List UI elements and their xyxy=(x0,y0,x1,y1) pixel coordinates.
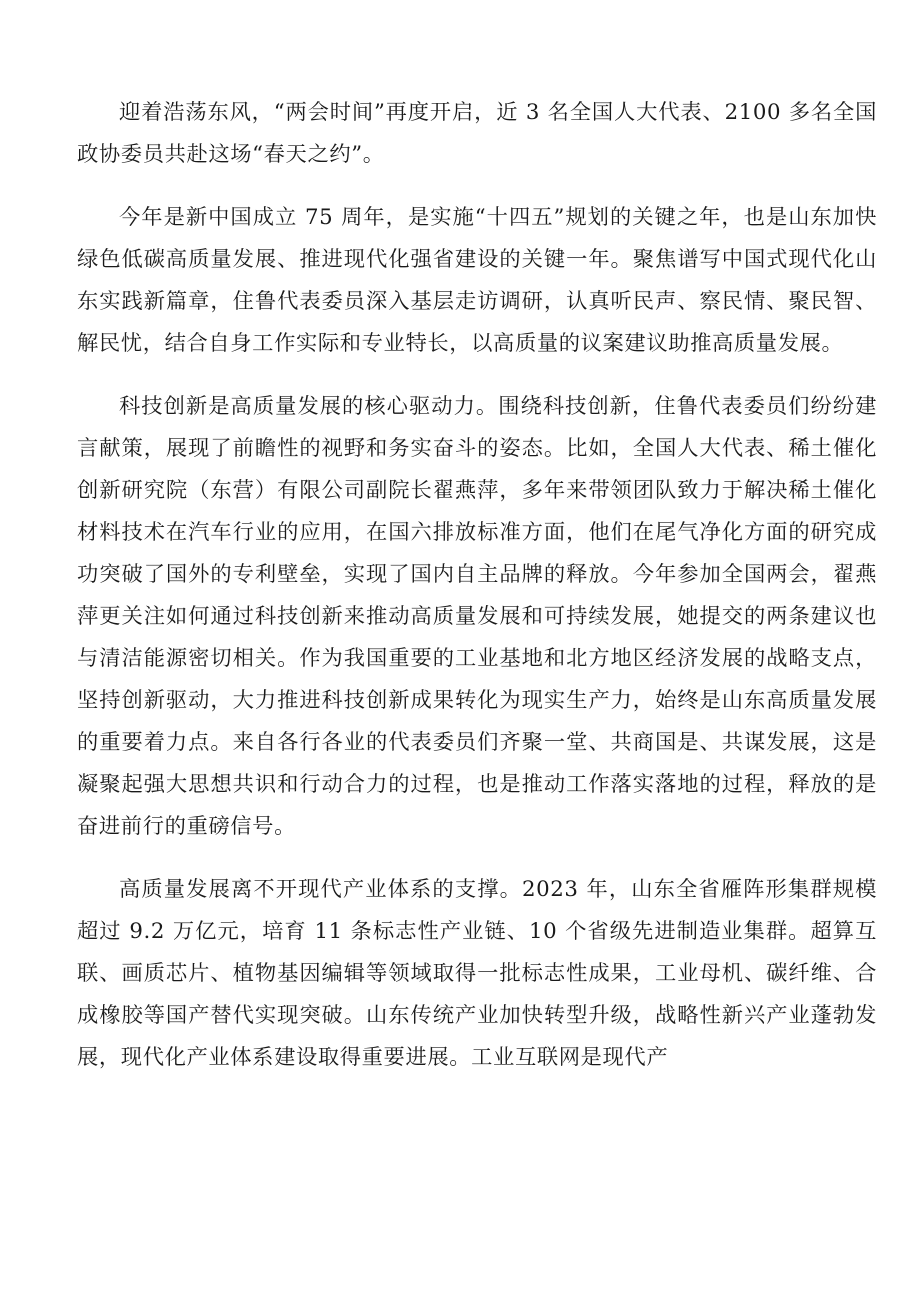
paragraph-1: 迎着浩荡东风，“两会时间”再度开启，近 3 名全国人大代表、2100 多名全国政协委员共赴这场“春天之约”。 xyxy=(77,100,877,167)
paragraph-3: 科技创新是高质量发展的核心驱动力。围绕科技创新，住鲁代表委员们纷纷建言献策，展现了前瞻性的视野和务实奋斗的姿态。比如，全国人大代表、稀土催化创新研究院（东营）有限公司副院长翟燕萍，多年来带领团队致力于解决稀土催化材料技术在汽车行业的应用，在国六排放标准方面，他们在尾气净化方面的研究成功突破了国外的专利壁垒，实现了国内自主品牌的释放。今年参加全国两会，翟燕萍更关注如何通过科技创新来推动高质量发展和可持续发展，她提交的两条建议也与清洁能源密切相关。作为我国重要的工业基地和北方地区经济发展的战略支点，坚持创新驱动，大力推进科技创新成果转化为现实生产力，始终是山东高质量发展的重要着力点。来自各行各业的代表委员们齐聚一堂、共商国是、共谋发展，这是凝聚起强大思想共识和行动合力的过程，也是推动工作落实落地的过程，释放的是奋进前行的重磅信号。 xyxy=(77,394,877,839)
article-body xyxy=(77,92,877,1100)
paragraph-2: 今年是新中国成立 75 周年，是实施“十四五”规划的关键之年，也是山东加快绿色低碳高质量发展、推进现代化强省建设的关键一年。聚焦谱写中国式现代化山东实践新篇章，住鲁代表委员深入基层走访调研，认真听民声、察民情、聚民智、解民忧，结合自身工作实际和专业特长，以高质量的议案建议助推高质量发展。 xyxy=(77,205,877,356)
paragraph-4: 高质量发展离不开现代产业体系的支撑。2023 年，山东全省雁阵形集群规模超过 9.2 万亿元，培育 11 条标志性产业链、10 个省级先进制造业集群。超算互联、画质芯片、植物基因编辑等领域取得一批标志性成果，工业母机、碳纤维、合成橡胶等国产替代实现突破。山东传统产业加快转型升级，战略性新兴产业蓬勃发展，现代化产业体系建设取得重要进展。工业互联网是现代产 xyxy=(77,877,877,1070)
